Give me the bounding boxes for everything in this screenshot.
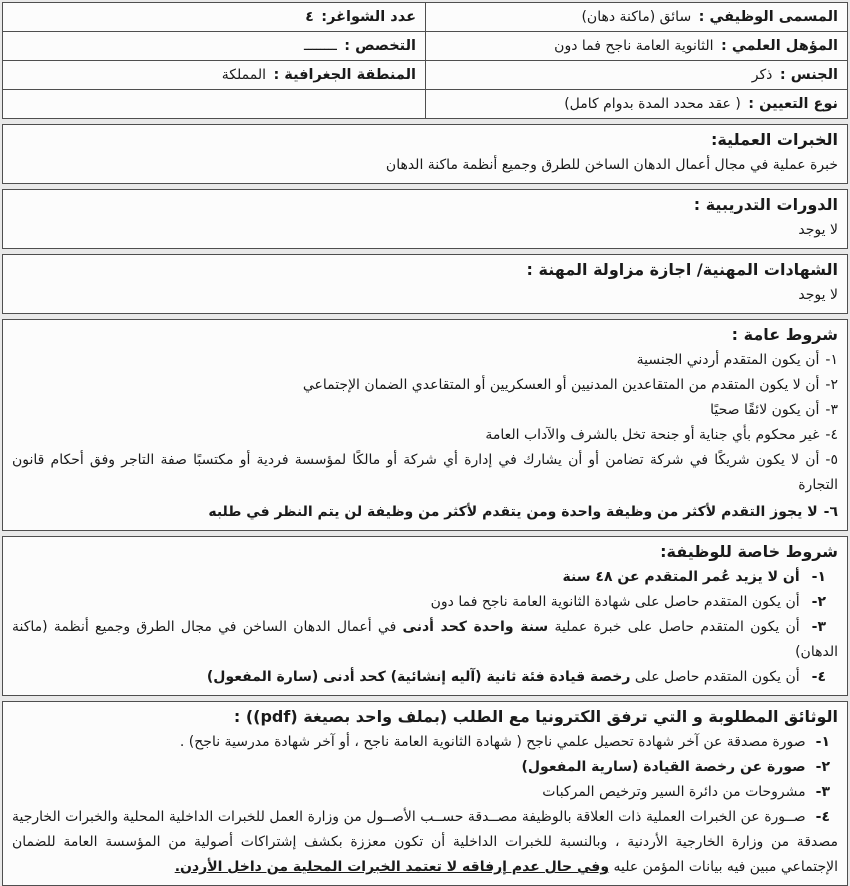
- cell-empty: [3, 90, 425, 118]
- item-number: ٤-: [811, 669, 826, 685]
- region-value: المملكة: [221, 67, 266, 83]
- list-item: [12, 730, 838, 755]
- qualification-value: الثانوية العامة ناجح فما دون: [554, 38, 714, 54]
- section-experience: [2, 124, 848, 184]
- item-number: ٣-: [825, 402, 838, 418]
- item-text: أن لا يكون المتقدم من المتقاعدين المدنيين أو العسكريين أو المتقاعدي الضمان الإجتماعي: [302, 377, 820, 393]
- item-number: ٥-: [825, 452, 838, 468]
- section-title: شروط عامة :: [731, 325, 838, 344]
- list-item: [12, 448, 838, 498]
- item-number: ٢-: [811, 594, 826, 610]
- list-item: [12, 565, 838, 590]
- qualification-label: المؤهل العلمي :: [720, 38, 838, 54]
- list-item: [12, 590, 838, 615]
- item-text: أن يكون المتقدم حاصل على: [630, 669, 800, 685]
- region-label: المنطقة الجغرافية :: [273, 67, 416, 83]
- section-certificates: [2, 254, 848, 314]
- item-number: ١-: [815, 734, 830, 750]
- section-title: الوثائق المطلوبة و التي ترفق الكترونيا مع الطلب (بملف واحد بصيغة (pdf)) :: [233, 707, 838, 726]
- table-row: [3, 60, 847, 89]
- section-title: الدورات التدريبية :: [693, 195, 838, 214]
- list-item: [12, 615, 838, 665]
- cell-appointment-type: [425, 90, 847, 118]
- item-text: في أعمال الدهان الساخن في مجال الطرق وجميع أنظمة (ماكنة الدهان): [12, 619, 838, 660]
- table-row: [3, 31, 847, 60]
- item-number: ٣-: [811, 619, 827, 635]
- section-title: الخبرات العملية:: [710, 130, 838, 149]
- gender-value: ذكر: [751, 67, 773, 83]
- info-table: [2, 2, 848, 119]
- list-item: [12, 398, 838, 423]
- item-number: ٣-: [815, 784, 830, 800]
- job-title-label: المسمى الوظيفي :: [698, 9, 838, 25]
- cell-job-title: [425, 3, 847, 31]
- list-item: [12, 755, 838, 780]
- section-title: شروط خاصة للوظيفة:: [660, 542, 838, 561]
- list-item: [12, 373, 838, 398]
- item-text-bold: صورة عن رخصة القيادة (سارية المفعول): [521, 759, 806, 775]
- vacancies-label: عدد الشواغر:: [321, 9, 416, 25]
- appointment-type-value: ( عقد محدد المدة بدوام كامل): [564, 96, 741, 112]
- cell-qualification: [425, 32, 847, 60]
- appointment-type-label: نوع التعيين :: [748, 96, 838, 112]
- section-title: الشهادات المهنية/ اجازة مزاولة المهنة :: [526, 260, 838, 279]
- list-item: [12, 423, 838, 448]
- section-general-conditions: [2, 319, 848, 531]
- item-text-bold: سنة واحدة كحد أدنى: [402, 619, 549, 635]
- item-text: مشروحات من دائرة السير وترخيص المركبات: [542, 784, 806, 800]
- list-item: [12, 805, 838, 880]
- gender-label: الجنس :: [779, 67, 838, 83]
- item-text: صــورة عن الخبرات العملية ذات العلاقة بالوظيفة مصــدقة حســب الأصــول من وزارة العمل للخبرات الداخلية المحلية والخبرات الخارجية مصدقة من وزارة الخارجية الأردنية ، وبالنسبة للخبرات الداخلية أن تكون معززة بكشف إشتراكات أصولية من المؤسسة العامة للضمان الإجتماعي مبين فيه بيانات المؤمن عليه: [12, 809, 838, 875]
- table-row: [3, 89, 847, 118]
- list-item: [12, 665, 838, 690]
- list-item: [12, 348, 838, 373]
- section-body: خبرة عملية في مجال أعمال الدهان الساخن للطرق وجميع أنظمة ماكنة الدهان: [385, 157, 838, 173]
- item-text-bold: رخصة قيادة فئة ثانية (آليه إنشائية) كحد أدنى (سارة المفعول): [206, 669, 631, 685]
- cell-region: [3, 61, 425, 89]
- list-item: [12, 780, 838, 805]
- cell-vacancies: [3, 3, 425, 31]
- list-item: [12, 500, 838, 525]
- section-body: لا يوجد: [798, 222, 838, 238]
- item-number: ١-: [811, 569, 826, 585]
- section-required-documents: [2, 701, 848, 886]
- item-text-bold-underline: وفي حال عدم إرفاقه لا تعتمد الخبرات المحلية من داخل الأردن.: [174, 859, 610, 875]
- cell-gender: [425, 61, 847, 89]
- item-text: غير محكوم بأي جناية أو جنحة تخل بالشرف والآداب العامة: [485, 427, 820, 443]
- item-text: أن يكون المتقدم حاصل على خبرة عملية: [548, 619, 800, 635]
- item-text: لا يجوز التقدم لأكثر من وظيفة واحدة ومن يتقدم لأكثر من وظيفة لن يتم النظر في طلبه: [208, 504, 818, 520]
- section-courses: [2, 189, 848, 249]
- item-number: ٤-: [825, 427, 838, 443]
- specialization-label: التخصص :: [344, 38, 416, 54]
- table-row: [3, 3, 847, 31]
- job-title-value: سائق (ماكنة دهان): [581, 9, 692, 25]
- item-text-bold: أن لا يزيد عُمر المتقدم عن ٤٨ سنة: [562, 569, 800, 585]
- item-text: أن يكون المتقدم حاصل على شهادة الثانوية العامة ناجح فما دون: [430, 594, 800, 610]
- section-special-conditions: [2, 536, 848, 696]
- item-number: ٦-: [823, 504, 838, 520]
- item-text: صورة مصدقة عن آخر شهادة تحصيل علمي ناجح ( شهادة الثانوية العامة ناجح ، أو آخر شهادة مدرسية ناجح) .: [179, 734, 806, 750]
- cell-specialization: [3, 32, 425, 60]
- item-number: ٤-: [815, 809, 830, 825]
- item-number: ٢-: [825, 377, 838, 393]
- item-text: أن يكون لائقًا صحيًا: [710, 402, 820, 418]
- specialization-value: ــــــــ: [304, 38, 337, 54]
- vacancies-value: ٤: [305, 9, 314, 25]
- item-number: ١-: [825, 352, 838, 368]
- item-number: ٢-: [815, 759, 830, 775]
- item-text: أن يكون المتقدم أردني الجنسية: [636, 352, 820, 368]
- section-body: لا يوجد: [798, 287, 838, 303]
- item-text: أن لا يكون شريكًا في شركة تضامن أو أن يشارك في إدارة أي شركة أو مالكًا لمؤسسة فردية أو مكتسبًا صفة التاجر وفق أحكام قانون التجارة: [12, 452, 838, 493]
